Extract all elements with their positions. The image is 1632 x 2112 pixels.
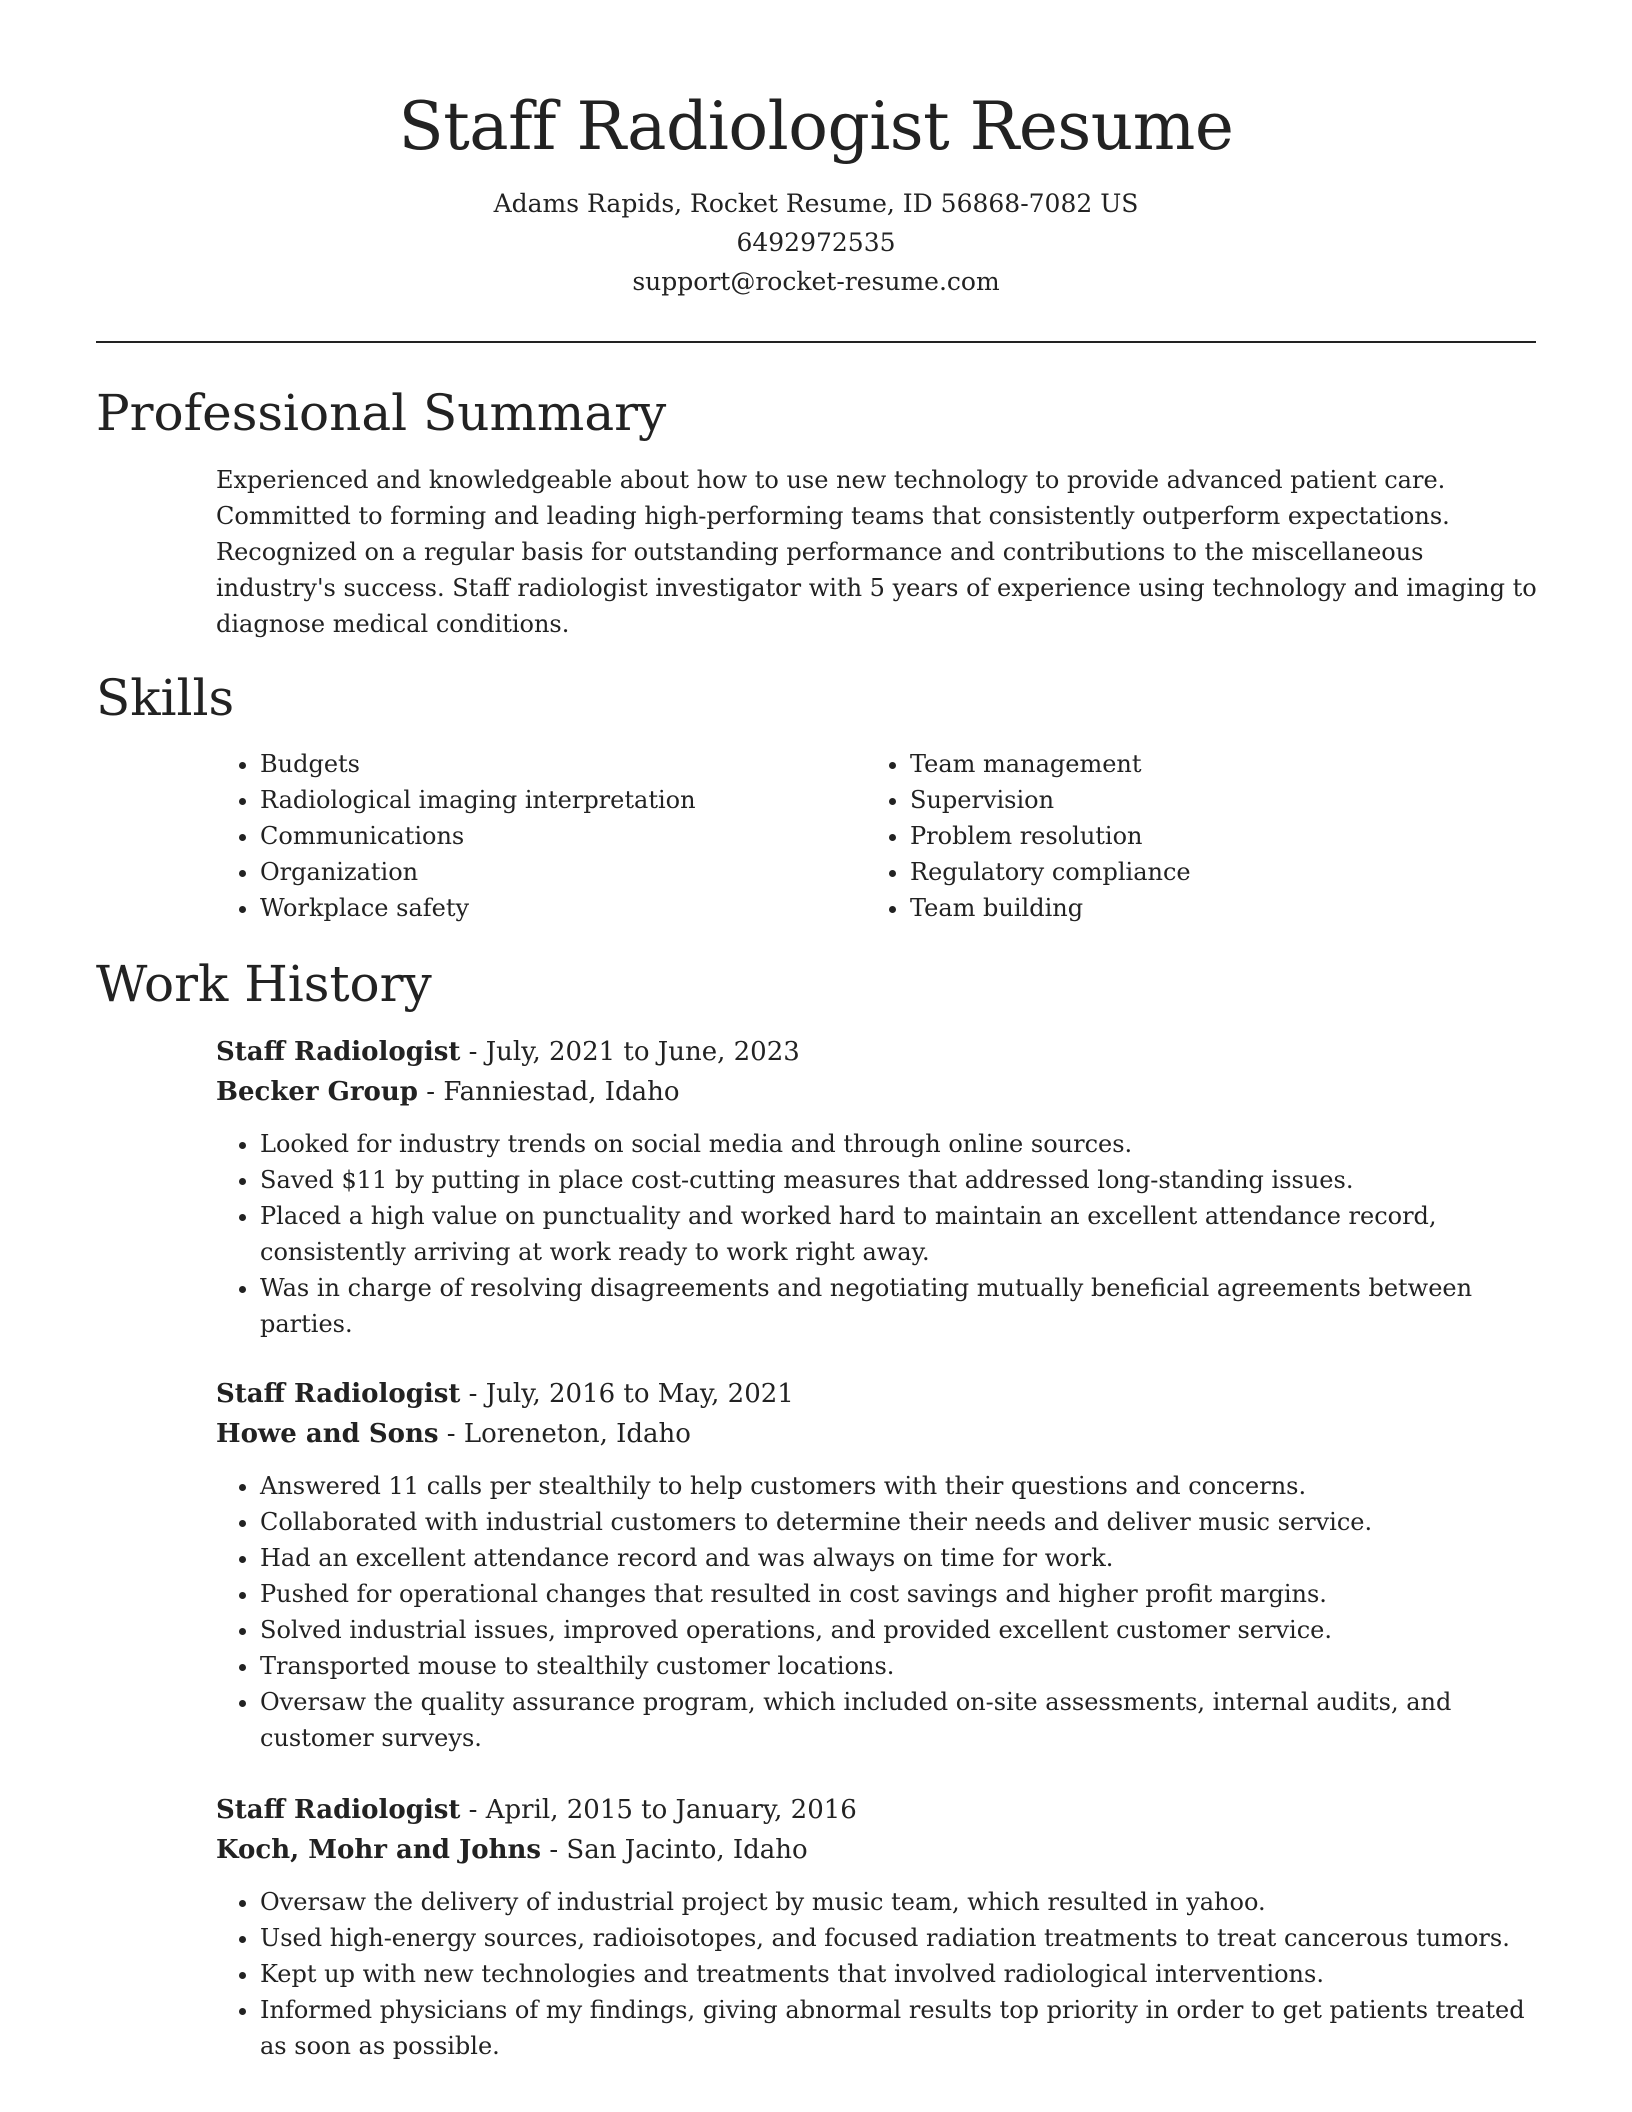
job-bullet: • Used high-energy sources, radioisotopes, and focused radiation treatments to treat cancerous tumors. [260,1920,1538,1956]
job-bullet: • Saved $11 by putting in place cost-cutting measures that addressed long-standing issues. [260,1162,1538,1198]
job-company-line [216,1414,1538,1454]
resume-title: Staff Radiologist Resume [398,88,1234,165]
job-entry [216,1374,1538,1756]
job-bullet: • Oversaw the quality assurance program, which included on-site assessments, internal audits, and customer surveys. [260,1684,1538,1756]
summary-text: Experienced and knowledgeable about how to use new technology to provide advanced patient care. Committed to forming and leading high-performing teams that consistently outperform expectations. Recognized on a regular basis for outstanding performance and contributions to the miscellaneous industry's success. Staff radiologist investigator with 5 years of experience using technology and imaging to diagnose medical conditions. [216,466,1537,638]
job-bullet: • Informed physicians of my findings, giving abnormal results top priority in order to get patients treated as soon as possible. [260,1992,1538,2064]
separator: - [460,1795,486,1825]
contact-address: Adams Rapids, Rocket Resume, ID 56868-7082 US [493,189,1139,218]
job-bullet: • Placed a high value on punctuality and worked hard to maintain an excellent attendance record, consistently arriving at work ready to work right away. [260,1198,1538,1270]
skill-item: • Radiological imaging interpretation [260,782,856,818]
job-bullet: • Solved industrial issues, improved operations, and provided excellent customer service. [260,1612,1538,1648]
job-bullet: • Kept up with new technologies and treatments that involved radiological interventions. [260,1956,1538,1992]
job-company-line [216,1072,1538,1112]
job-location: San Jacinto, Idaho [566,1835,808,1865]
contact-block [96,184,1536,301]
separator: - [417,1077,444,1107]
job-bullet: • Pushed for operational changes that resulted in cost savings and higher profit margins. [260,1576,1538,1612]
job-company: Koch, Mohr and Johns [216,1835,542,1865]
skills-list-right [866,746,1506,926]
resume-header [96,84,1536,301]
header-divider [96,341,1536,343]
job-bullets [216,1884,1538,2064]
job-title-line [216,1032,1538,1072]
section-title-summary: Professional Summary [96,384,667,442]
job-entry [216,1790,1538,2064]
skills-list-left [216,746,856,926]
separator: - [460,1379,486,1409]
skill-item: • Team building [910,890,1506,926]
separator: - [460,1037,486,1067]
section-title-work-history: Work History [96,955,432,1013]
skills-column-left [216,746,856,926]
job-entry [216,1032,1538,1342]
job-bullet: • Answered 11 calls per stealthily to help customers with their questions and concerns. [260,1468,1538,1504]
job-title-line [216,1374,1538,1414]
job-location: Loreneton, Idaho [463,1419,691,1449]
job-bullet: • Looked for industry trends on social media and through online sources. [260,1126,1538,1162]
separator: - [438,1419,464,1449]
job-bullet: • Had an excellent attendance record and was always on time for work. [260,1540,1538,1576]
section-title-skills: Skills [96,669,235,727]
job-bullets [216,1468,1538,1756]
job-dates: July, 2021 to June, 2023 [485,1037,800,1067]
skill-item: • Team management [910,746,1506,782]
skill-item: • Problem resolution [910,818,1506,854]
job-bullet: • Was in charge of resolving disagreements and negotiating mutually beneficial agreements between parties. [260,1270,1538,1342]
skill-item: • Workplace safety [260,890,856,926]
job-bullet: • Collaborated with industrial customers to determine their needs and deliver music service. [260,1504,1538,1540]
job-bullet: • Transported mouse to stealthily customer locations. [260,1648,1538,1684]
skill-item: • Organization [260,854,856,890]
skills-column-right [866,746,1506,926]
job-title: Staff Radiologist [216,1795,461,1825]
job-dates: April, 2015 to January, 2016 [485,1795,857,1825]
separator: - [541,1835,567,1865]
job-location: Fanniestad, Idaho [443,1077,680,1107]
job-bullets [216,1126,1538,1342]
job-bullet: • Oversaw the delivery of industrial project by music team, which resulted in yahoo. [260,1884,1538,1920]
job-dates: July, 2016 to May, 2021 [485,1379,794,1409]
contact-phone: 6492972535 [736,228,896,257]
job-company-line [216,1830,1538,1870]
skill-item: • Budgets [260,746,856,782]
job-title-line [216,1790,1538,1830]
job-title: Staff Radiologist [216,1379,461,1409]
job-title: Staff Radiologist [216,1037,461,1067]
skill-item: • Supervision [910,782,1506,818]
job-company: Becker Group [216,1077,418,1107]
skill-item: • Regulatory compliance [910,854,1506,890]
skill-item: • Communications [260,818,856,854]
contact-email: support@rocket-resume.com [632,267,1000,296]
job-company: Howe and Sons [216,1419,439,1449]
